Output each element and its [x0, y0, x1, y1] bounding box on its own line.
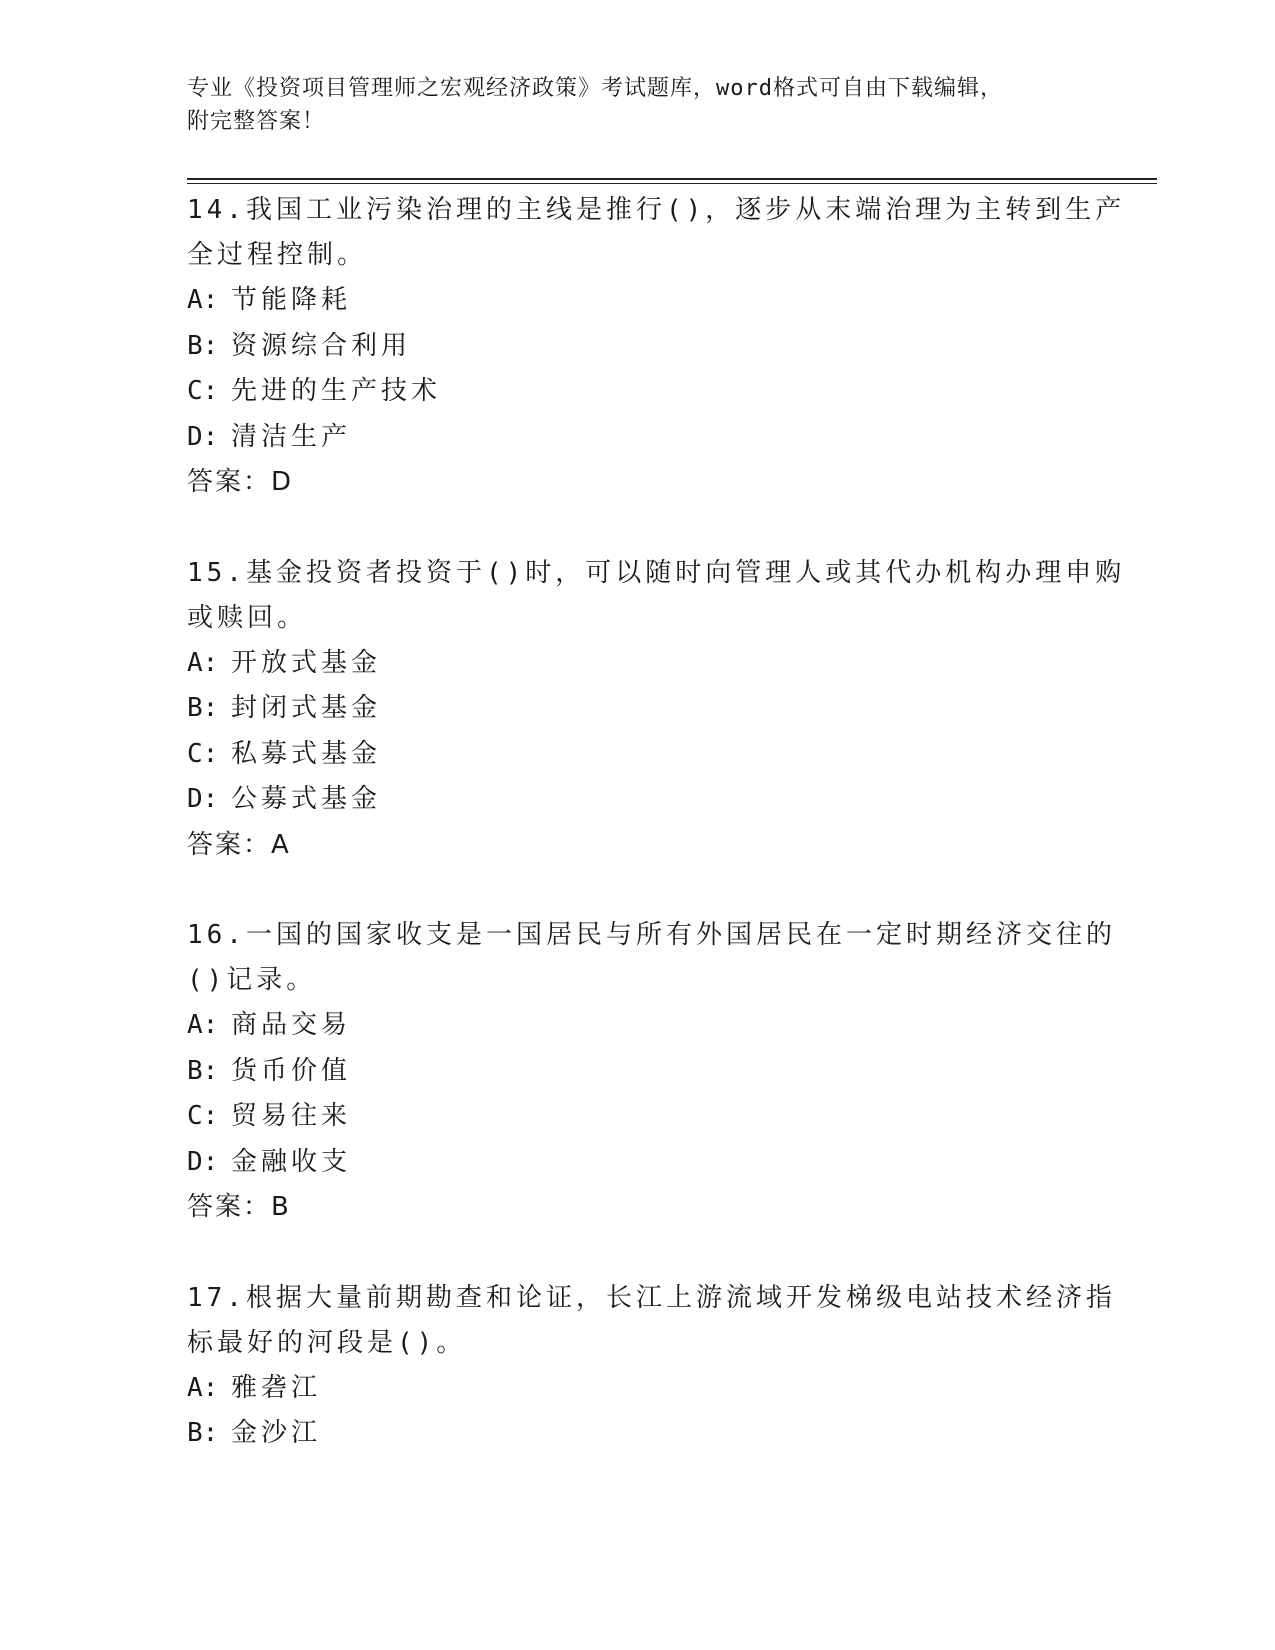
option-a [187, 641, 1087, 687]
option-b [187, 324, 1087, 370]
question-spacer [187, 868, 1087, 913]
question-stem-line-2: ()记录。 [187, 965, 317, 995]
option-key: C: [187, 376, 219, 406]
question-stem-line-1: 16.一国的国家收支是一国居民与所有外国居民在一定时期经济交往的 [187, 920, 1116, 950]
question-16 [187, 913, 1116, 1231]
option-key: B: [187, 1418, 219, 1448]
answer-line: 答案：B [187, 1192, 291, 1222]
option-key: C: [187, 1101, 219, 1131]
question-stem-line-1: 15.基金投资者投资于()时，可以随时向管理人或其代办机构办理申购 [187, 557, 1126, 588]
option-key: D: [187, 784, 219, 814]
question-stem-line-2: 或赎回。 [187, 602, 308, 633]
option-text: 封闭式基金 [231, 693, 382, 723]
question-15 [187, 551, 1126, 869]
option-b [187, 1411, 1087, 1457]
option-text: 雅砻江 [231, 1372, 322, 1403]
option-text: 公募式基金 [231, 784, 382, 814]
option-key: D: [187, 1146, 219, 1177]
option-key: A: [187, 647, 219, 678]
option-b [187, 1049, 1087, 1095]
option-text: 开放式基金 [231, 647, 382, 678]
option-c [187, 1094, 1087, 1140]
option-text: 资源综合利用 [231, 330, 412, 361]
header-divider-thick [187, 178, 1157, 180]
question-17 [187, 1276, 1116, 1457]
option-d [187, 777, 1087, 823]
question-stem-line-2: 标最好的河段是()。 [187, 1327, 467, 1358]
option-key: B: [187, 1055, 219, 1086]
option-c [187, 369, 1087, 415]
option-a [187, 1003, 1087, 1049]
option-text: 货币价值 [231, 1055, 352, 1086]
option-d [187, 1140, 1087, 1186]
option-key: B: [187, 693, 219, 723]
option-text: 商品交易 [231, 1010, 352, 1040]
option-text: 清洁生产 [231, 421, 352, 452]
question-spacer [187, 506, 1087, 551]
option-key: A: [187, 1010, 219, 1040]
answer-line: 答案：A [187, 829, 291, 860]
option-text: 节能降耗 [231, 285, 352, 315]
question-stem-line-2: 全过程控制。 [187, 240, 368, 270]
option-text: 金沙江 [231, 1418, 322, 1448]
question-14 [187, 188, 1126, 506]
option-text: 贸易往来 [231, 1101, 352, 1131]
option-text: 私募式基金 [231, 738, 382, 769]
option-d [187, 415, 1087, 461]
option-key: A: [187, 1372, 219, 1403]
question-stem-line-1: 17.根据大量前期勘查和论证，长江上游流域开发梯级电站技术经济指 [187, 1282, 1116, 1313]
question-stem-line-1: 14.我国工业污染治理的主线是推行()，逐步从末端治理为主转到生产 [187, 195, 1126, 225]
option-text: 金融收支 [231, 1146, 352, 1177]
option-text: 先进的生产技术 [231, 376, 442, 406]
option-a [187, 1366, 1087, 1412]
question-spacer [187, 1231, 1087, 1276]
option-c [187, 732, 1087, 778]
option-key: C: [187, 738, 219, 769]
header-line-1: 专业《投资项目管理师之宏观经济政策》考试题库，word格式可自由下载编辑， [187, 76, 1003, 101]
option-b [187, 686, 1087, 732]
option-key: D: [187, 421, 219, 452]
option-key: A: [187, 285, 219, 315]
header-line-2: 附完整答案！ [187, 109, 326, 134]
option-a [187, 278, 1087, 324]
header-divider-thin [187, 183, 1157, 184]
document-header [187, 72, 1087, 138]
answer-line: 答案：D [187, 467, 294, 497]
option-key: B: [187, 330, 219, 361]
question-list [187, 188, 1126, 1457]
